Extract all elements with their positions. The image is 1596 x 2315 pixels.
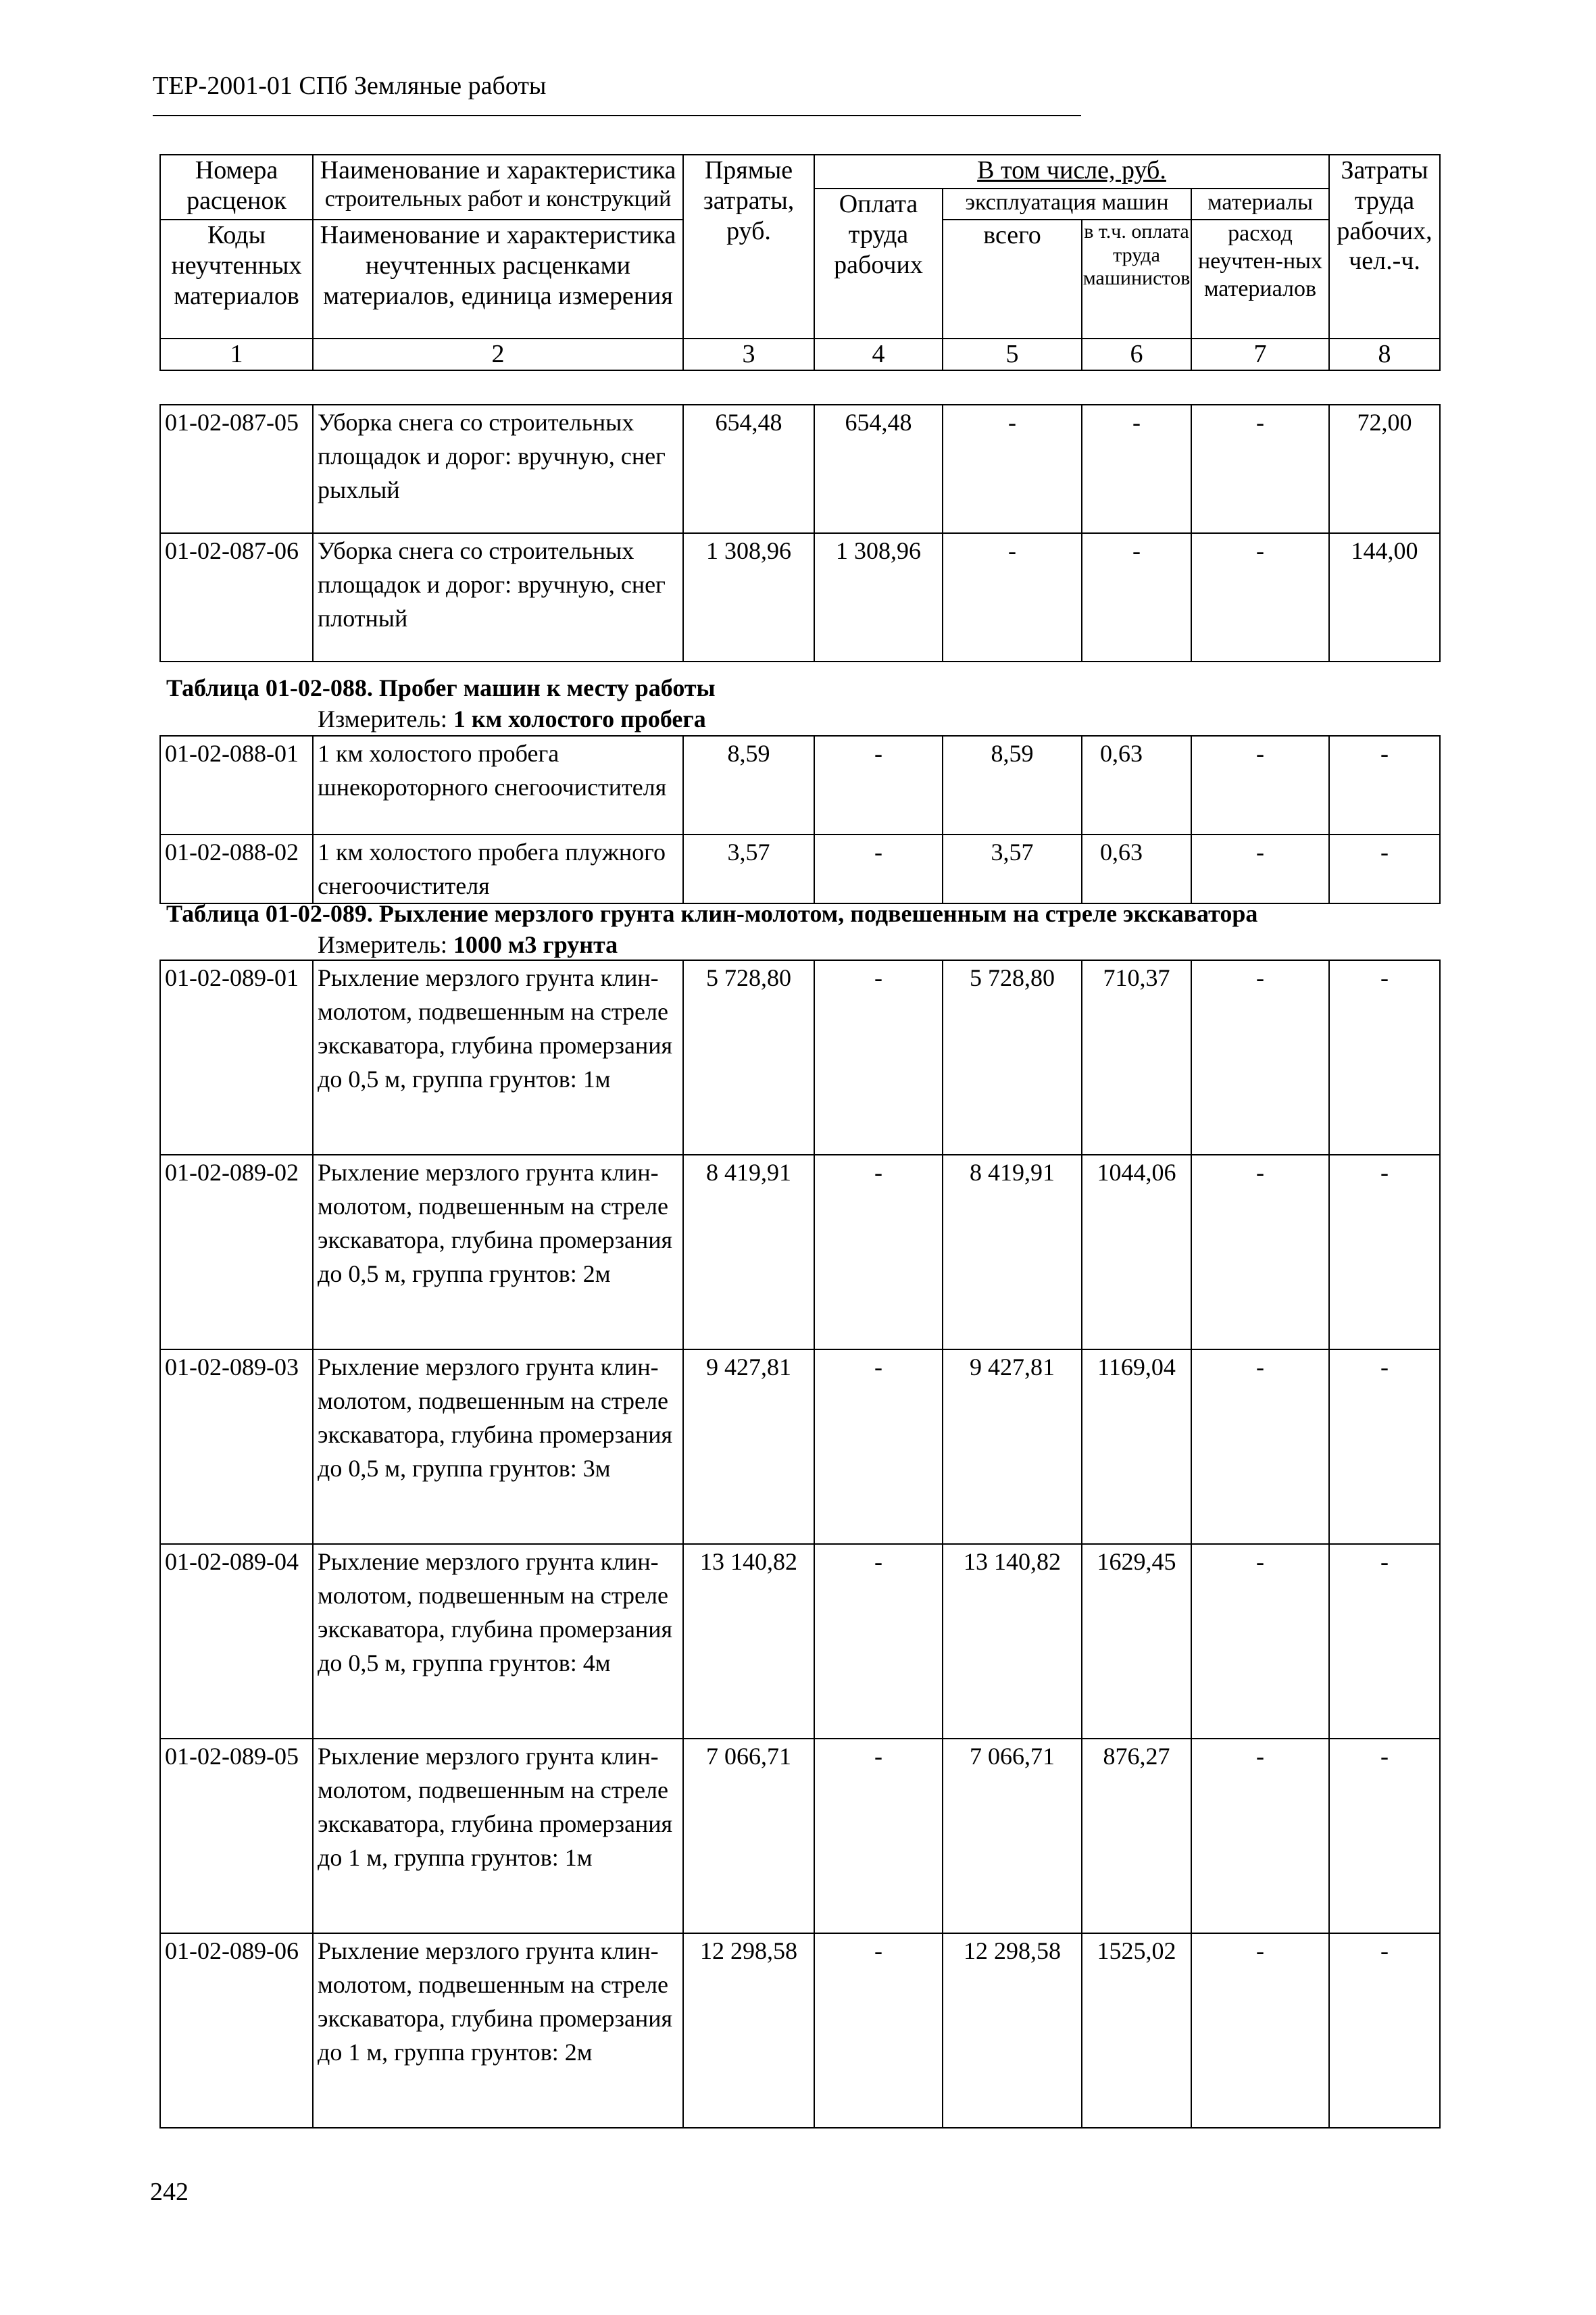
worker-pay: - xyxy=(814,1933,943,2128)
machinist-pay: 710,37 xyxy=(1082,960,1191,1155)
column-number-4: 4 xyxy=(814,339,943,370)
direct-costs: 13 140,82 xyxy=(683,1544,814,1739)
column-number-2: 2 xyxy=(313,339,683,370)
labor-hours: - xyxy=(1329,736,1440,835)
rate-code: 01-02-089-06 xyxy=(160,1933,313,2128)
table-088-meter xyxy=(318,707,706,731)
labor-hours: 144,00 xyxy=(1329,533,1440,662)
work-description: Уборка снега со строительных площадок и дорог: вручную, снег плотный xyxy=(313,533,683,662)
direct-costs: 1 308,96 xyxy=(683,533,814,662)
page-number: 242 xyxy=(150,2178,189,2206)
machines-total: - xyxy=(943,405,1082,533)
labor-hours: - xyxy=(1329,1739,1440,1933)
materials: - xyxy=(1191,1349,1329,1544)
direct-costs: 654,48 xyxy=(683,405,814,533)
machinist-pay: 1044,06 xyxy=(1082,1155,1191,1349)
column-number-5: 5 xyxy=(943,339,1082,370)
rate-code: 01-02-089-04 xyxy=(160,1544,313,1739)
header-codes-bottom: Коды неучтенных материалов xyxy=(160,220,313,339)
table-row xyxy=(160,835,1440,903)
table-row xyxy=(160,533,1440,662)
meter-unit: 1000 м3 грунта xyxy=(453,931,618,958)
rate-code: 01-02-087-06 xyxy=(160,533,313,662)
direct-costs: 8 419,91 xyxy=(683,1155,814,1349)
machinist-pay: 1525,02 xyxy=(1082,1933,1191,2128)
rate-code: 01-02-089-01 xyxy=(160,960,313,1155)
labor-hours: - xyxy=(1329,1933,1440,2128)
machines-total: 13 140,82 xyxy=(943,1544,1082,1739)
machines-total: 7 066,71 xyxy=(943,1739,1082,1933)
materials: - xyxy=(1191,533,1329,662)
worker-pay: - xyxy=(814,1155,943,1349)
work-description: Уборка снега со строительных площадок и дорог: вручную, снег рыхлый xyxy=(313,405,683,533)
machines-total: 9 427,81 xyxy=(943,1349,1082,1544)
worker-pay: 654,48 xyxy=(814,405,943,533)
labor-hours: - xyxy=(1329,1155,1440,1349)
direct-costs: 7 066,71 xyxy=(683,1739,814,1933)
column-number-7: 7 xyxy=(1191,339,1329,370)
column-number-3: 3 xyxy=(683,339,814,370)
rate-code: 01-02-087-05 xyxy=(160,405,313,533)
work-description: Рыхление мерзлого грунта клин-молотом, подвешенным на стреле экскаватора, глубина промерзания до 0,5 м, группа грунтов: 2м xyxy=(313,1155,683,1349)
table-089 xyxy=(159,960,1441,2129)
materials: - xyxy=(1191,1155,1329,1349)
table-089-meter xyxy=(318,932,618,957)
labor-hours: - xyxy=(1329,1544,1440,1739)
meter-label: Измеритель: xyxy=(318,931,453,958)
table-088 xyxy=(159,735,1441,904)
machinist-pay: 1169,04 xyxy=(1082,1349,1191,1544)
machinist-pay: - xyxy=(1082,405,1191,533)
rate-code: 01-02-088-02 xyxy=(160,835,313,903)
machinist-pay: - xyxy=(1082,533,1191,662)
header-labor-hours: Затраты труда рабочих, чел.-ч. xyxy=(1329,155,1440,339)
table-row xyxy=(160,405,1440,533)
header-unaccounted-materials: расход неучтен-ных материалов xyxy=(1191,220,1329,339)
materials: - xyxy=(1191,405,1329,533)
labor-hours: - xyxy=(1329,960,1440,1155)
machinist-pay: 0,63 xyxy=(1082,835,1191,903)
rate-code: 01-02-089-03 xyxy=(160,1349,313,1544)
column-number-6: 6 xyxy=(1082,339,1191,370)
work-description: Рыхление мерзлого грунта клин-молотом, подвешенным на стреле экскаватора, глубина промерзания до 0,5 м, группа грунтов: 1м xyxy=(313,960,683,1155)
header-rule xyxy=(153,115,1081,116)
materials: - xyxy=(1191,736,1329,835)
worker-pay: - xyxy=(814,736,943,835)
header-worker-pay: Оплата труда рабочих xyxy=(814,189,943,339)
header-name-top-line2: строительных работ и конструкций xyxy=(324,186,672,211)
rate-code: 01-02-089-05 xyxy=(160,1739,313,1933)
table-089-title: Таблица 01-02-089. Рыхление мерзлого грунта клин-молотом, подвешенным на стреле экскаватора xyxy=(166,900,1258,927)
machines-total: 8 419,91 xyxy=(943,1155,1082,1349)
materials: - xyxy=(1191,1739,1329,1933)
column-number-8: 8 xyxy=(1329,339,1440,370)
table-row xyxy=(160,1933,1440,2128)
rate-code: 01-02-089-02 xyxy=(160,1155,313,1349)
machines-total: 3,57 xyxy=(943,835,1082,903)
worker-pay: 1 308,96 xyxy=(814,533,943,662)
direct-costs: 3,57 xyxy=(683,835,814,903)
header-including-group: В том числе, руб. xyxy=(814,155,1329,189)
worker-pay: - xyxy=(814,1739,943,1933)
labor-hours: - xyxy=(1329,1349,1440,1544)
work-description: Рыхление мерзлого грунта клин-молотом, подвешенным на стреле экскаватора, глубина промерзания до 0,5 м, группа грунтов: 4м xyxy=(313,1544,683,1739)
table-row xyxy=(160,1155,1440,1349)
materials: - xyxy=(1191,835,1329,903)
work-description: 1 км холостого пробега плужного снегоочистителя xyxy=(313,835,683,903)
header-direct-costs: Прямые затраты, руб. xyxy=(683,155,814,339)
work-description: Рыхление мерзлого грунта клин-молотом, подвешенным на стреле экскаватора, глубина промерзания до 1 м, группа грунтов: 1м xyxy=(313,1739,683,1933)
meter-label: Измеритель: xyxy=(318,705,453,732)
table-row xyxy=(160,736,1440,835)
table-row xyxy=(160,1544,1440,1739)
table-row xyxy=(160,960,1440,1155)
header-machinist-pay: в т.ч. оплата труда машинистов xyxy=(1082,220,1191,339)
direct-costs: 12 298,58 xyxy=(683,1933,814,2128)
column-header-table xyxy=(159,154,1441,371)
work-description: 1 км холостого пробега шнекороторного снегоочистителя xyxy=(313,736,683,835)
machines-total: 5 728,80 xyxy=(943,960,1082,1155)
materials: - xyxy=(1191,1933,1329,2128)
header-name-top xyxy=(313,155,683,220)
header-machines: эксплуатация машин xyxy=(943,189,1191,220)
worker-pay: - xyxy=(814,960,943,1155)
work-description: Рыхление мерзлого грунта клин-молотом, подвешенным на стреле экскаватора, глубина промерзания до 1 м, группа грунтов: 2м xyxy=(313,1933,683,2128)
worker-pay: - xyxy=(814,1349,943,1544)
table-087 xyxy=(159,404,1441,662)
worker-pay: - xyxy=(814,835,943,903)
worker-pay: - xyxy=(814,1544,943,1739)
page-header: ТЕР-2001-01 СПб Земляные работы xyxy=(153,72,547,100)
machines-total: 8,59 xyxy=(943,736,1082,835)
materials: - xyxy=(1191,960,1329,1155)
machinist-pay: 0,63 xyxy=(1082,736,1191,835)
rate-code: 01-02-088-01 xyxy=(160,736,313,835)
header-name-bottom: Наименование и характеристика неучтенных расценками материалов, единица измерения xyxy=(313,220,683,339)
column-number-1: 1 xyxy=(160,339,313,370)
work-description: Рыхление мерзлого грунта клин-молотом, подвешенным на стреле экскаватора, глубина промерзания до 0,5 м, группа грунтов: 3м xyxy=(313,1349,683,1544)
materials: - xyxy=(1191,1544,1329,1739)
table-088-title: Таблица 01-02-088. Пробег машин к месту работы xyxy=(166,674,716,701)
machines-total: 12 298,58 xyxy=(943,1933,1082,2128)
header-codes-top: Номера расценок xyxy=(160,155,313,220)
header-machines-total: всего xyxy=(943,220,1082,339)
header-materials: материалы xyxy=(1191,189,1329,220)
header-name-top-line1: Наименование и характеристика xyxy=(320,156,676,184)
labor-hours: 72,00 xyxy=(1329,405,1440,533)
table-row xyxy=(160,1739,1440,1933)
direct-costs: 5 728,80 xyxy=(683,960,814,1155)
direct-costs: 8,59 xyxy=(683,736,814,835)
machinist-pay: 1629,45 xyxy=(1082,1544,1191,1739)
meter-unit: 1 км холостого пробега xyxy=(453,705,706,732)
machinist-pay: 876,27 xyxy=(1082,1739,1191,1933)
machines-total: - xyxy=(943,533,1082,662)
direct-costs: 9 427,81 xyxy=(683,1349,814,1544)
labor-hours: - xyxy=(1329,835,1440,903)
table-row xyxy=(160,1349,1440,1544)
